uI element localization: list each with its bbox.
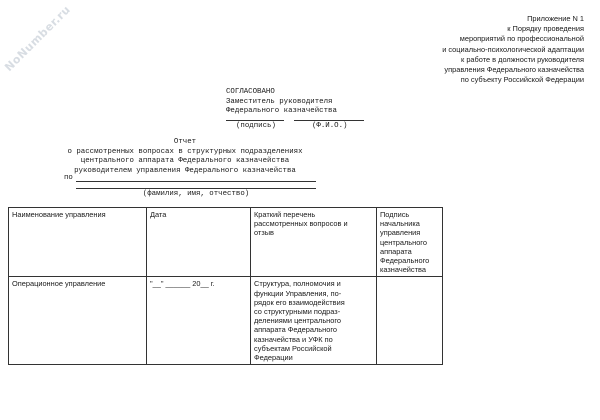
report-line: руководителем управления Федерального казначейства (74, 166, 296, 175)
summary-line: со структурными подраз- (254, 307, 341, 317)
header-summary (251, 208, 377, 277)
cell-signature (377, 277, 443, 365)
header-text: Федерального (380, 256, 430, 266)
cell-department: Операционное управление (9, 277, 147, 365)
annex-line: и социально-психологической адаптации (442, 44, 584, 54)
summary-line: аппарата Федерального (254, 325, 337, 335)
report-table (8, 207, 443, 365)
approval-line: Федерального казначейства (226, 107, 337, 116)
header-signature (377, 208, 443, 277)
summary-line: казначейства и УФК по (254, 334, 333, 344)
report-heading (50, 138, 320, 176)
annex-line: по субъекту Российской Федерации (460, 75, 584, 85)
header-text: центрального (380, 237, 427, 247)
cell-date: "__" ______ 20__ г. (147, 277, 251, 365)
signature-caption: (подпись) (236, 122, 276, 130)
approval-stamp: СОГЛАСОВАНО (226, 88, 275, 96)
summary-line: функции Управления, по- (254, 288, 342, 298)
header-text: казначейства (380, 265, 426, 275)
report-title: Отчет (173, 138, 197, 146)
header-text: Краткий перечень (254, 210, 316, 219)
approval-block (226, 88, 337, 117)
summary-line: субъектам Российской (254, 343, 332, 353)
fio-rule (76, 188, 316, 189)
header-text: отзыв (254, 228, 274, 238)
watermark: NoNumber.ru (2, 3, 74, 74)
summary-line: Структура, полномочия и (254, 279, 341, 289)
summary-line: рядок его взаимодействия (254, 297, 345, 307)
table-header-row (9, 208, 443, 277)
header-text: управления (380, 228, 421, 238)
report-line: центрального аппарата Федерального казначейства (80, 157, 290, 166)
po-label: по (64, 174, 73, 182)
header-text: Наименование управления (12, 210, 106, 219)
header-text: аппарата (380, 246, 412, 256)
signature-line (226, 120, 284, 121)
report-line: о рассмотренных вопросах в структурных подразделениях (67, 147, 303, 156)
name-line (294, 120, 364, 121)
fio-caption: (фамилия, имя, отчество) (142, 190, 250, 198)
annex-line: управления Федерального казначейства (444, 65, 584, 75)
table-row (9, 277, 443, 365)
annex-block (374, 14, 584, 85)
cell-summary (251, 277, 377, 365)
po-rule (76, 181, 316, 182)
annex-line: к работе в должности руководителя (461, 54, 584, 64)
summary-line: делениями центрального (254, 316, 342, 326)
header-text: Подпись (380, 210, 410, 219)
annex-line: Приложение N 1 (527, 14, 584, 23)
header-date (147, 208, 251, 277)
approval-line: Заместитель руководителя (226, 97, 333, 106)
annex-line: мероприятий по профессиональной (459, 34, 584, 44)
header-department (9, 208, 147, 277)
summary-line: Федерации (254, 353, 293, 363)
header-text: Дата (150, 210, 167, 219)
name-caption: (Ф.И.О.) (312, 122, 348, 130)
header-text: рассмотренных вопросов и (254, 219, 348, 229)
annex-line: к Порядку проведения (507, 24, 584, 34)
header-text: начальника (380, 219, 420, 229)
